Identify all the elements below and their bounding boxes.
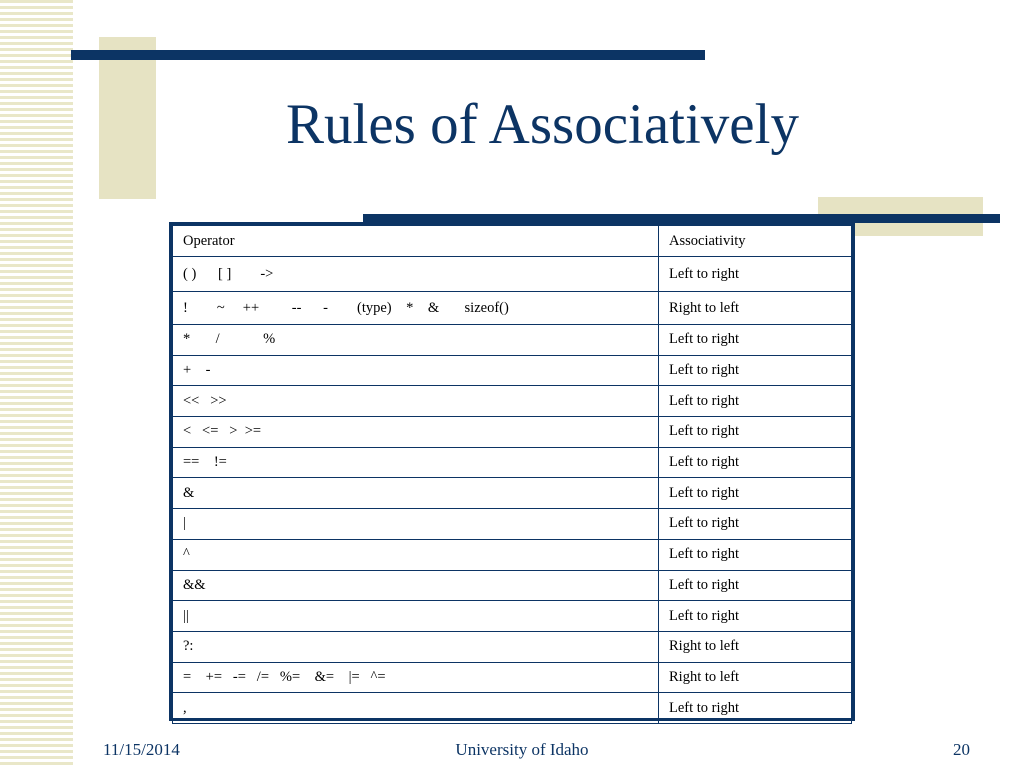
operator-cell: | bbox=[173, 509, 659, 540]
associativity-table-container bbox=[169, 222, 855, 721]
table-row bbox=[173, 386, 852, 417]
decorative-block-left bbox=[99, 37, 156, 199]
operator-cell: ! ~ ++ -- - (type) * & sizeof() bbox=[173, 292, 659, 325]
associativity-cell: Left to right bbox=[659, 539, 852, 570]
associativity-cell: Left to right bbox=[659, 447, 852, 478]
table-row bbox=[173, 570, 852, 601]
associativity-cell: Right to left bbox=[659, 292, 852, 325]
associativity-cell: Left to right bbox=[659, 693, 852, 724]
footer-date: 11/15/2014 bbox=[103, 740, 180, 759]
associativity-cell: Left to right bbox=[659, 570, 852, 601]
operator-cell: << >> bbox=[173, 386, 659, 417]
table-row bbox=[173, 693, 852, 724]
table-row bbox=[173, 478, 852, 509]
header-operator: Operator bbox=[173, 226, 659, 257]
header-associativity: Associativity bbox=[659, 226, 852, 257]
operator-cell: & bbox=[173, 478, 659, 509]
table-row bbox=[173, 509, 852, 540]
operator-cell: ^ bbox=[173, 539, 659, 570]
associativity-cell: Left to right bbox=[659, 478, 852, 509]
table-row bbox=[173, 325, 852, 356]
operator-cell: = += -= /= %= &= |= ^= bbox=[173, 662, 659, 693]
operator-cell: ( ) [ ] -> bbox=[173, 257, 659, 292]
operator-cell: == != bbox=[173, 447, 659, 478]
table-row bbox=[173, 447, 852, 478]
table-header-row bbox=[173, 226, 852, 257]
associativity-table bbox=[172, 225, 852, 724]
associativity-cell: Left to right bbox=[659, 325, 852, 356]
associativity-cell: Left to right bbox=[659, 257, 852, 292]
associativity-cell: Left to right bbox=[659, 386, 852, 417]
table-row bbox=[173, 292, 852, 325]
operator-cell: ?: bbox=[173, 631, 659, 662]
table-row bbox=[173, 631, 852, 662]
table-row bbox=[173, 257, 852, 292]
associativity-cell: Left to right bbox=[659, 355, 852, 386]
decorative-stripes bbox=[0, 0, 73, 768]
table-row bbox=[173, 662, 852, 693]
title-top-rule bbox=[71, 50, 705, 60]
associativity-cell: Left to right bbox=[659, 417, 852, 448]
table-row bbox=[173, 417, 852, 448]
table-row bbox=[173, 355, 852, 386]
operator-cell: || bbox=[173, 601, 659, 632]
associativity-cell: Right to left bbox=[659, 662, 852, 693]
associativity-cell: Left to right bbox=[659, 601, 852, 632]
slide-title: Rules of Associatively bbox=[286, 93, 799, 156]
operator-cell: && bbox=[173, 570, 659, 601]
table-row bbox=[173, 539, 852, 570]
operator-cell: + - bbox=[173, 355, 659, 386]
operator-cell: , bbox=[173, 693, 659, 724]
footer-page-number: 20 bbox=[953, 740, 970, 759]
associativity-cell: Right to left bbox=[659, 631, 852, 662]
operator-cell: * / % bbox=[173, 325, 659, 356]
operator-cell: < <= > >= bbox=[173, 417, 659, 448]
associativity-cell: Left to right bbox=[659, 509, 852, 540]
footer-organization: University of Idaho bbox=[455, 740, 589, 759]
table-row bbox=[173, 601, 852, 632]
